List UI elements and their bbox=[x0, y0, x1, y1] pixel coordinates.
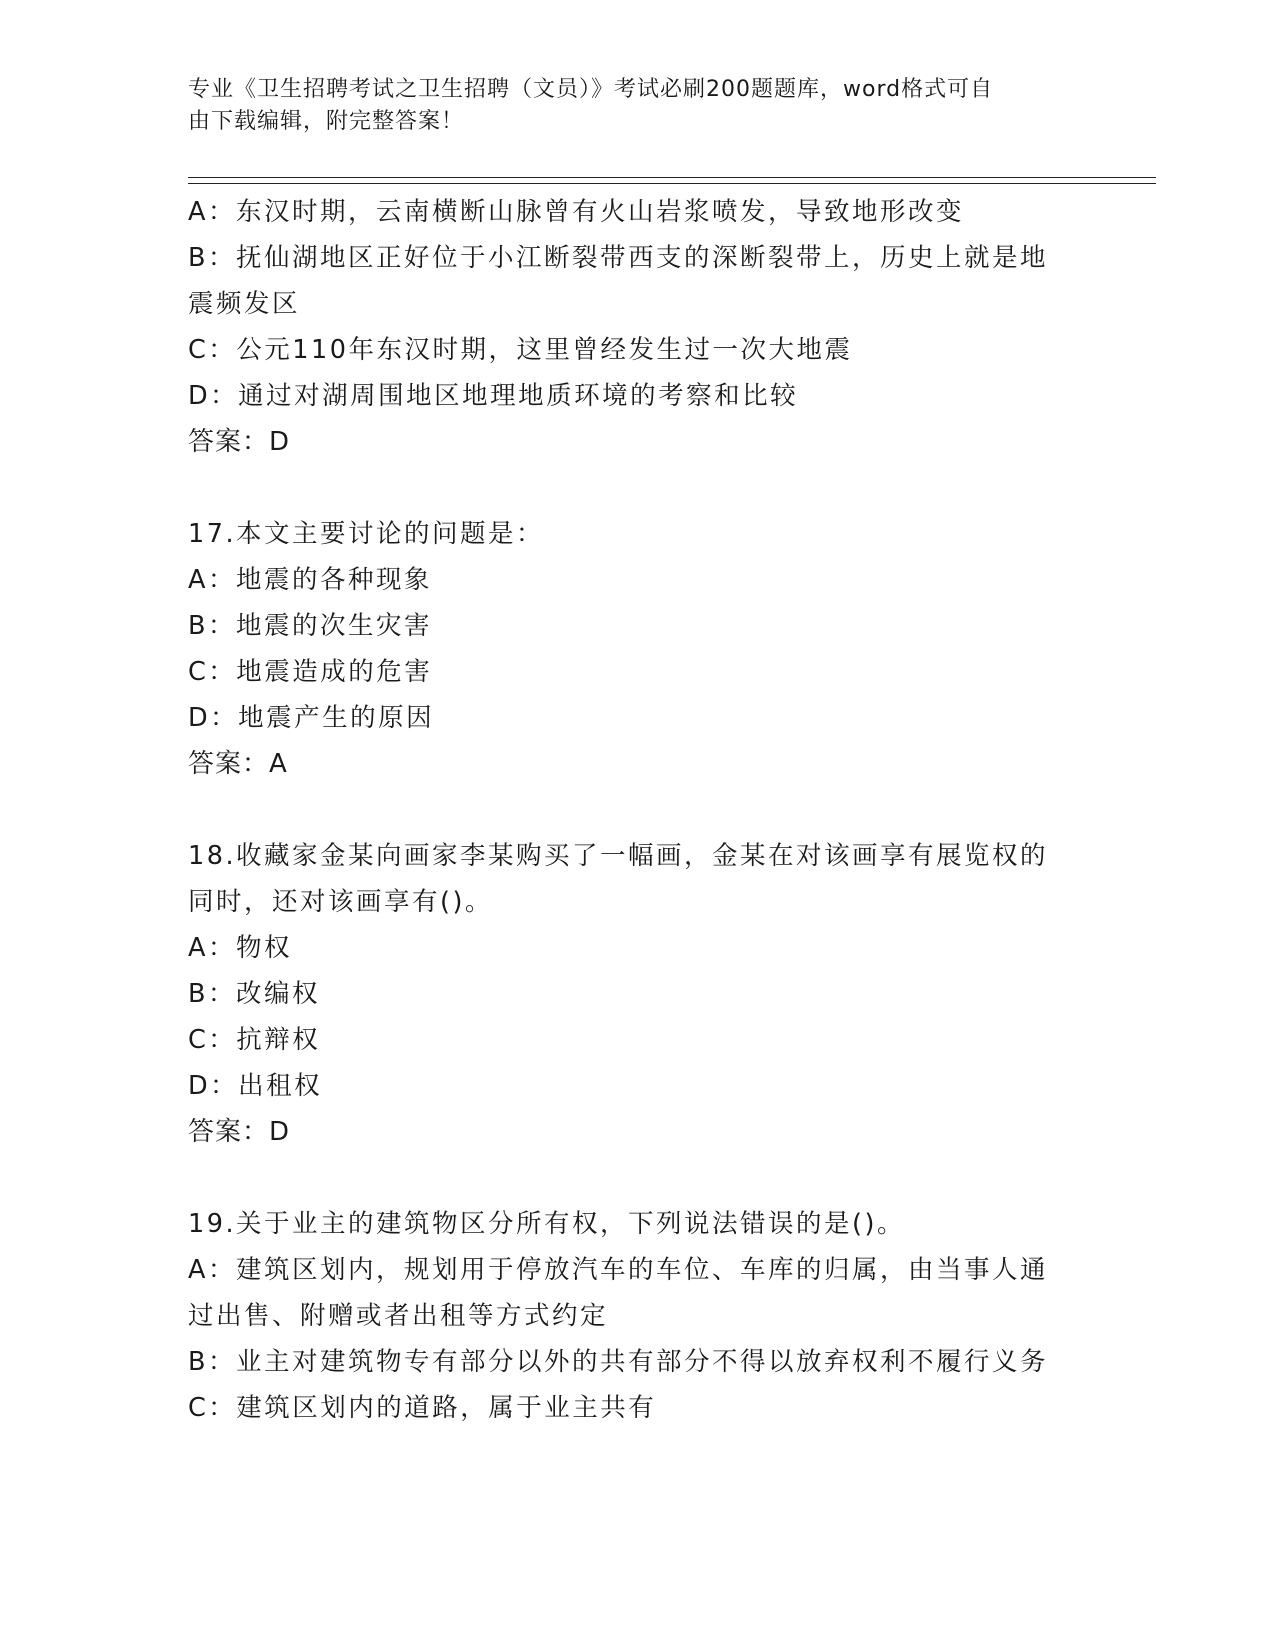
question-stem: 17.本文主要讨论的问题是： bbox=[188, 519, 545, 549]
question-list bbox=[188, 189, 1088, 1431]
header-line-1: 专业《卫生招聘考试之卫生招聘（文员）》考试必刷200题题库，word格式可自 bbox=[188, 77, 994, 102]
option-b-line-2: 震频发区 bbox=[188, 289, 301, 319]
question-17 bbox=[188, 511, 1088, 787]
question-gap bbox=[188, 1155, 1088, 1201]
option-b-line-1: B：抚仙湖地区正好位于小江断裂带西支的深断裂带上，历史上就是地 bbox=[188, 243, 1048, 273]
option-d: D：通过对湖周围地区地理地质环境的考察和比较 bbox=[188, 381, 799, 411]
answer: 答案：A bbox=[188, 749, 288, 779]
option-d: D：地震产生的原因 bbox=[188, 703, 435, 733]
option-b: B：业主对建筑物专有部分以外的共有部分不得以放弃权利不履行义务 bbox=[188, 1347, 1048, 1377]
question-stem-line-1: 18.收藏家金某向画家李某购买了一幅画，金某在对该画享有展览权的 bbox=[188, 841, 1049, 871]
question-18 bbox=[188, 833, 1088, 1155]
option-a: A：物权 bbox=[188, 933, 292, 963]
question-gap bbox=[188, 465, 1088, 511]
header-divider-bottom bbox=[188, 183, 1156, 184]
option-a: A：东汉时期，云南横断山脉曾有火山岩浆喷发，导致地形改变 bbox=[188, 197, 964, 227]
question-stem-line-2: 同时，还对该画享有()。 bbox=[188, 887, 493, 917]
question-gap bbox=[188, 787, 1088, 833]
option-a-line-2: 过出售、附赠或者出租等方式约定 bbox=[188, 1301, 609, 1331]
question-16 bbox=[188, 189, 1088, 465]
option-a-line-1: A：建筑区划内，规划用于停放汽车的车位、车库的归属，由当事人通 bbox=[188, 1255, 1048, 1285]
option-c: C：公元110年东汉时期，这里曾经发生过一次大地震 bbox=[188, 335, 853, 365]
option-b: B：地震的次生灾害 bbox=[188, 611, 432, 641]
option-a: A：地震的各种现象 bbox=[188, 565, 432, 595]
option-b: B：改编权 bbox=[188, 979, 320, 1009]
option-c: C：建筑区划内的道路，属于业主共有 bbox=[188, 1393, 657, 1423]
question-19 bbox=[188, 1201, 1088, 1431]
option-c: C：地震造成的危害 bbox=[188, 657, 433, 687]
option-d: D：出租权 bbox=[188, 1071, 323, 1101]
answer: 答案：D bbox=[188, 1117, 291, 1147]
document-header bbox=[188, 74, 1068, 138]
header-line-2: 由下载编辑，附完整答案！ bbox=[188, 109, 465, 134]
question-stem: 19.关于业主的建筑物区分所有权，下列说法错误的是()。 bbox=[188, 1209, 905, 1239]
answer: 答案：D bbox=[188, 427, 291, 457]
option-c: C：抗辩权 bbox=[188, 1025, 321, 1055]
header-divider-top bbox=[188, 177, 1156, 178]
